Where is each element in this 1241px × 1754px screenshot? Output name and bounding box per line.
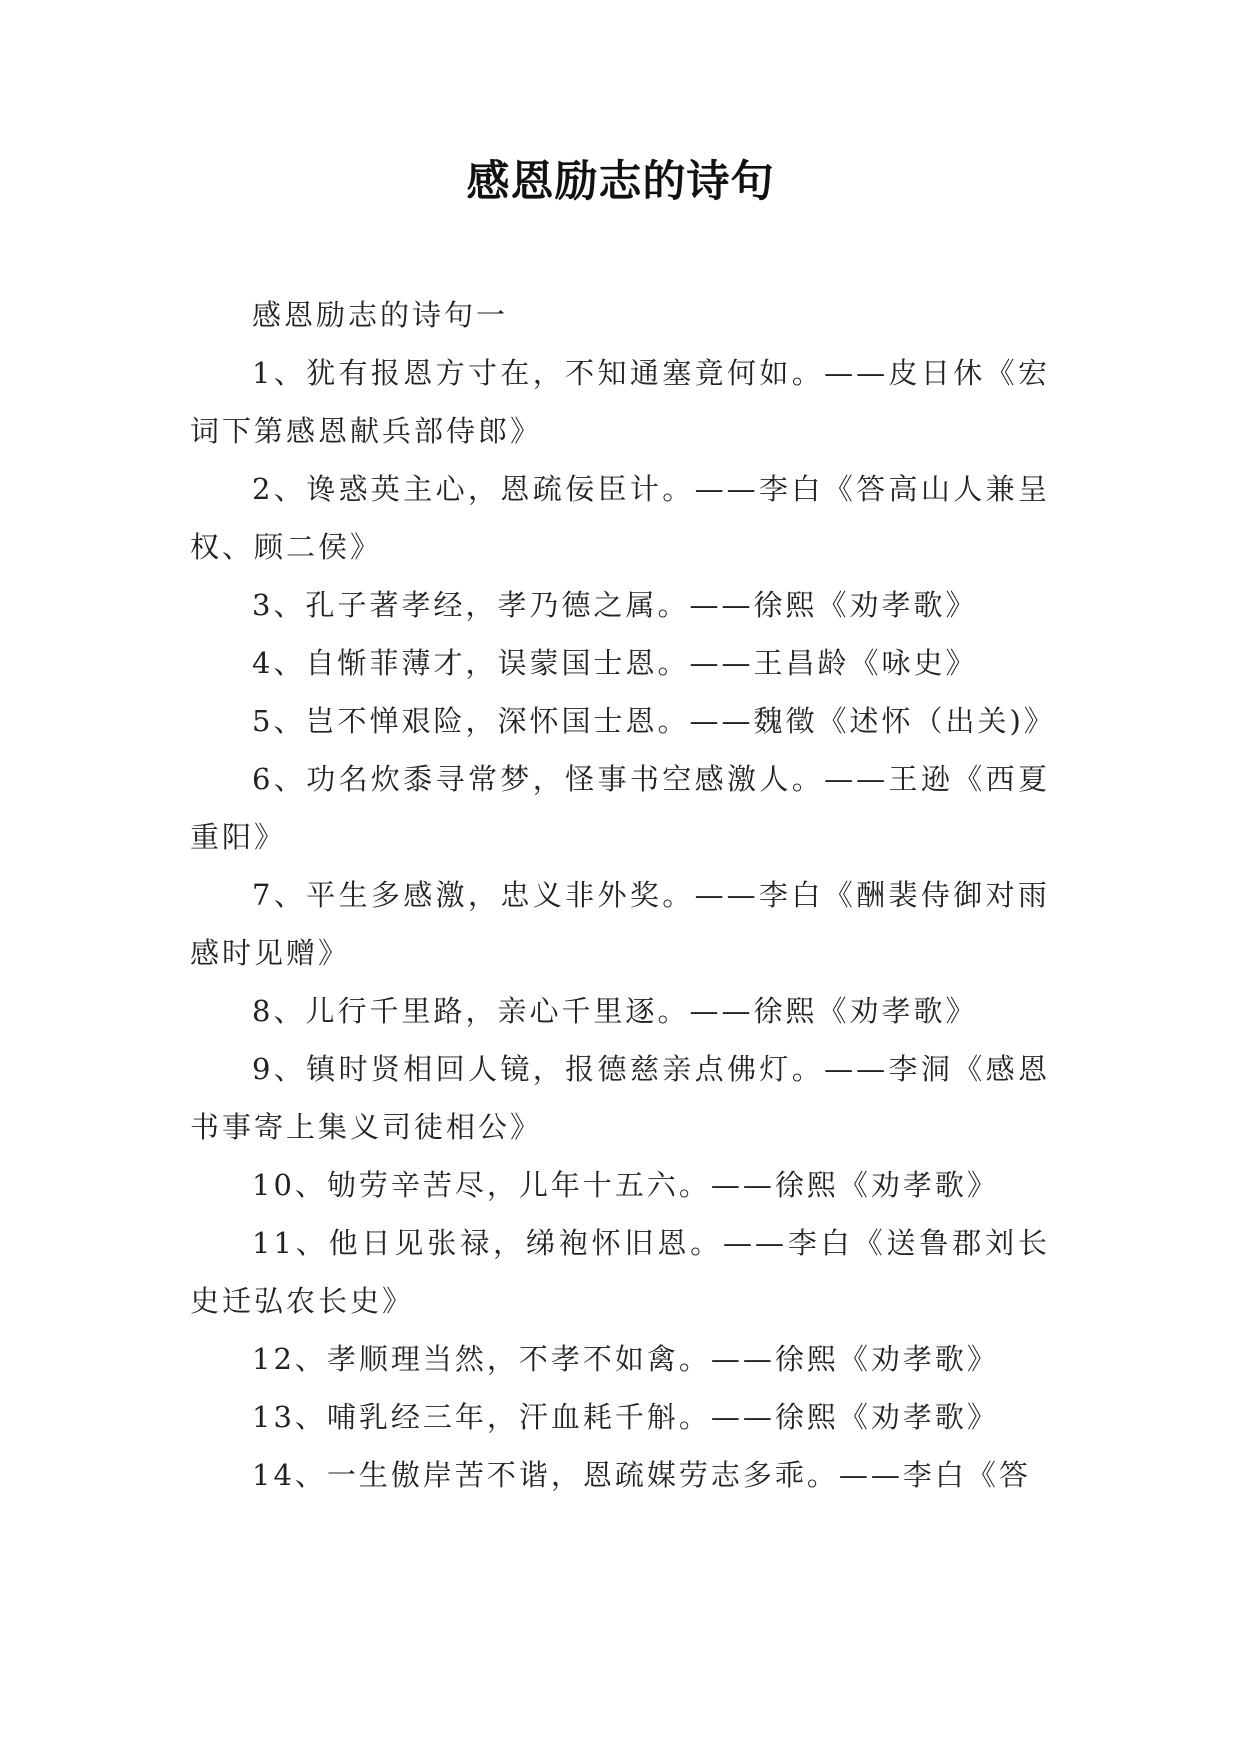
poem-line: 11、他日见张禄，绨袍怀旧恩。——李白《送鲁郡刘长史迁弘农长史》 xyxy=(190,1226,1050,1318)
poem-line: 9、镇时贤相回人镜，报德慈亲点佛灯。——李洞《感恩书事寄上集义司徒相公》 xyxy=(190,1052,1050,1144)
poem-line: 8、儿行千里路，亲心千里逐。——徐熙《劝孝歌》 xyxy=(252,994,978,1028)
poem-line: 5、岂不惮艰险，深怀国士恩。——魏徵《述怀（出关)》 xyxy=(252,704,1056,738)
poem-line: 12、孝顺理当然，不孝不如禽。——徐熙《劝孝歌》 xyxy=(252,1342,999,1376)
poem-line: 2、谗惑英主心，恩疏佞臣计。——李白《答高山人兼呈权、顾二侯》 xyxy=(190,472,1050,564)
poem-line: 14、一生傲岸苦不谐，恩疏媒劳志多乖。——李白《答 xyxy=(252,1458,1031,1492)
section-heading: 感恩励志的诗句一 xyxy=(252,298,509,332)
document-title: 感恩励志的诗句 xyxy=(466,157,775,207)
poem-line: 13、哺乳经三年，汗血耗千斛。——徐熙《劝孝歌》 xyxy=(252,1400,999,1434)
poem-line: 3、孔子著孝经，孝乃德之属。——徐熙《劝孝歌》 xyxy=(252,588,978,622)
poem-line: 4、自惭菲薄才，误蒙国士恩。——王昌龄《咏史》 xyxy=(252,646,978,680)
poem-line: 1、犹有报恩方寸在，不知通塞竟何如。——皮日休《宏词下第感恩献兵部侍郎》 xyxy=(190,356,1050,448)
poem-line: 10、劬劳辛苦尽，儿年十五六。——徐熙《劝孝歌》 xyxy=(252,1168,999,1202)
document-body xyxy=(190,286,1056,1504)
poem-line: 6、功名炊黍寻常梦，怪事书空感激人。——王逊《西夏重阳》 xyxy=(190,762,1050,854)
poem-line: 7、平生多感激，忠义非外奖。——李白《酬裴侍御对雨感时见赠》 xyxy=(190,878,1050,970)
